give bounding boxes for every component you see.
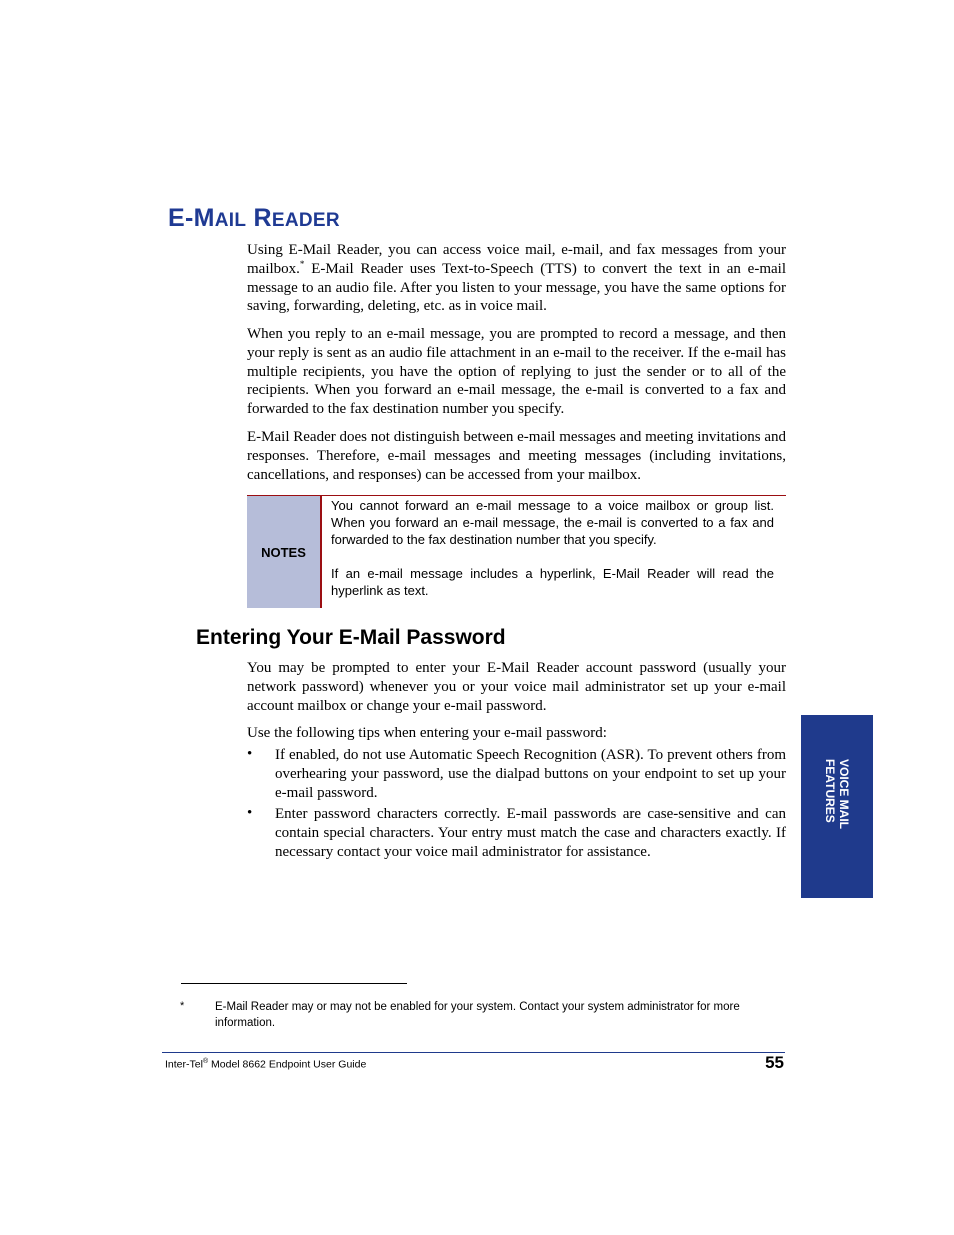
password-paragraph: You may be prompted to enter your E-Mail Reader account password (usually your network password) whenever you or your voice mail administrator set up your e-mail account mailbox or change your e-mail password. [247,660,786,714]
footnote-rule [181,983,407,984]
note-item: If an e-mail message includes a hyperlink, E-Mail Reader will read the hyperlink as text. [331,566,774,598]
distinguish-paragraph: E-Mail Reader does not distinguish between e-mail messages and meeting invitations and responses. Therefore, e-mail messages and meeting messages (including invitations, cancellations, and responses) can be accessed from your mailbox. [247,429,786,483]
footnote-text: E-Mail Reader may or may not be enabled for your system. Contact your system administrator for more information. [215,1001,740,1029]
footnote-marker: * [180,1000,185,1012]
section-title: E-MAIL READER [168,204,340,232]
bullet-icon: • [247,746,253,762]
chapter-side-tab[interactable] [801,715,873,898]
footer-rule [162,1052,785,1053]
tips-intro: Use the following tips when entering your e-mail password: [247,725,607,741]
notes-divider [320,496,322,608]
footnote-reference[interactable]: * [299,258,305,269]
bullet-item: If enabled, do not use Automatic Speech Recognition (ASR). To prevent others from overhearing your password, use the dialpad buttons on your endpoint to set up your e-mail password. [275,747,786,801]
footer-guide-title: Inter-Tel® Model 8662 Endpoint User Guide [165,1058,367,1071]
notes-label: NOTES [261,544,306,560]
page-number: 55 [765,1053,784,1072]
reply-paragraph: When you reply to an e-mail message, you are prompted to record a message, and then your reply is sent as an audio file attachment in an e-mail to the receiver. If the e-mail has multiple recipients, you have the option of replying to just the sender or to all of the recipients. When you forward an e-mail message, the e-mail is converted to a fax and forwarded to the fax destination number you specify. [247,326,786,418]
notes-label-panel [247,496,320,608]
side-tab-label: VOICE MAIL FEATURES [823,759,851,830]
note-item: You cannot forward an e-mail message to a voice mailbox or group list. When you forward an e-mail message, the e-mail is converted to a fax and forwarded to the fax destination number that you specify. [331,498,774,547]
notes-top-rule [247,495,786,496]
bullet-icon: • [247,805,253,821]
intro-paragraph: Using E-Mail Reader, you can access voice mail, e-mail, and fax messages from your mailbox.* E-Mail Reader uses Text-to-Speech (TTS) to convert the text in an e-mail message to an audio file. After you listen to your message, you have the same options for saving, forwarding, deleting, etc. as in voice mail. [247,242,786,315]
bullet-item: Enter password characters correctly. E-mail passwords are case-sensitive and can contain special characters. Your entry must match the case and characters exactly. If necessary contact your voice mail administrator for assistance. [275,806,786,860]
subsection-heading: Entering Your E-Mail Password [196,626,506,649]
